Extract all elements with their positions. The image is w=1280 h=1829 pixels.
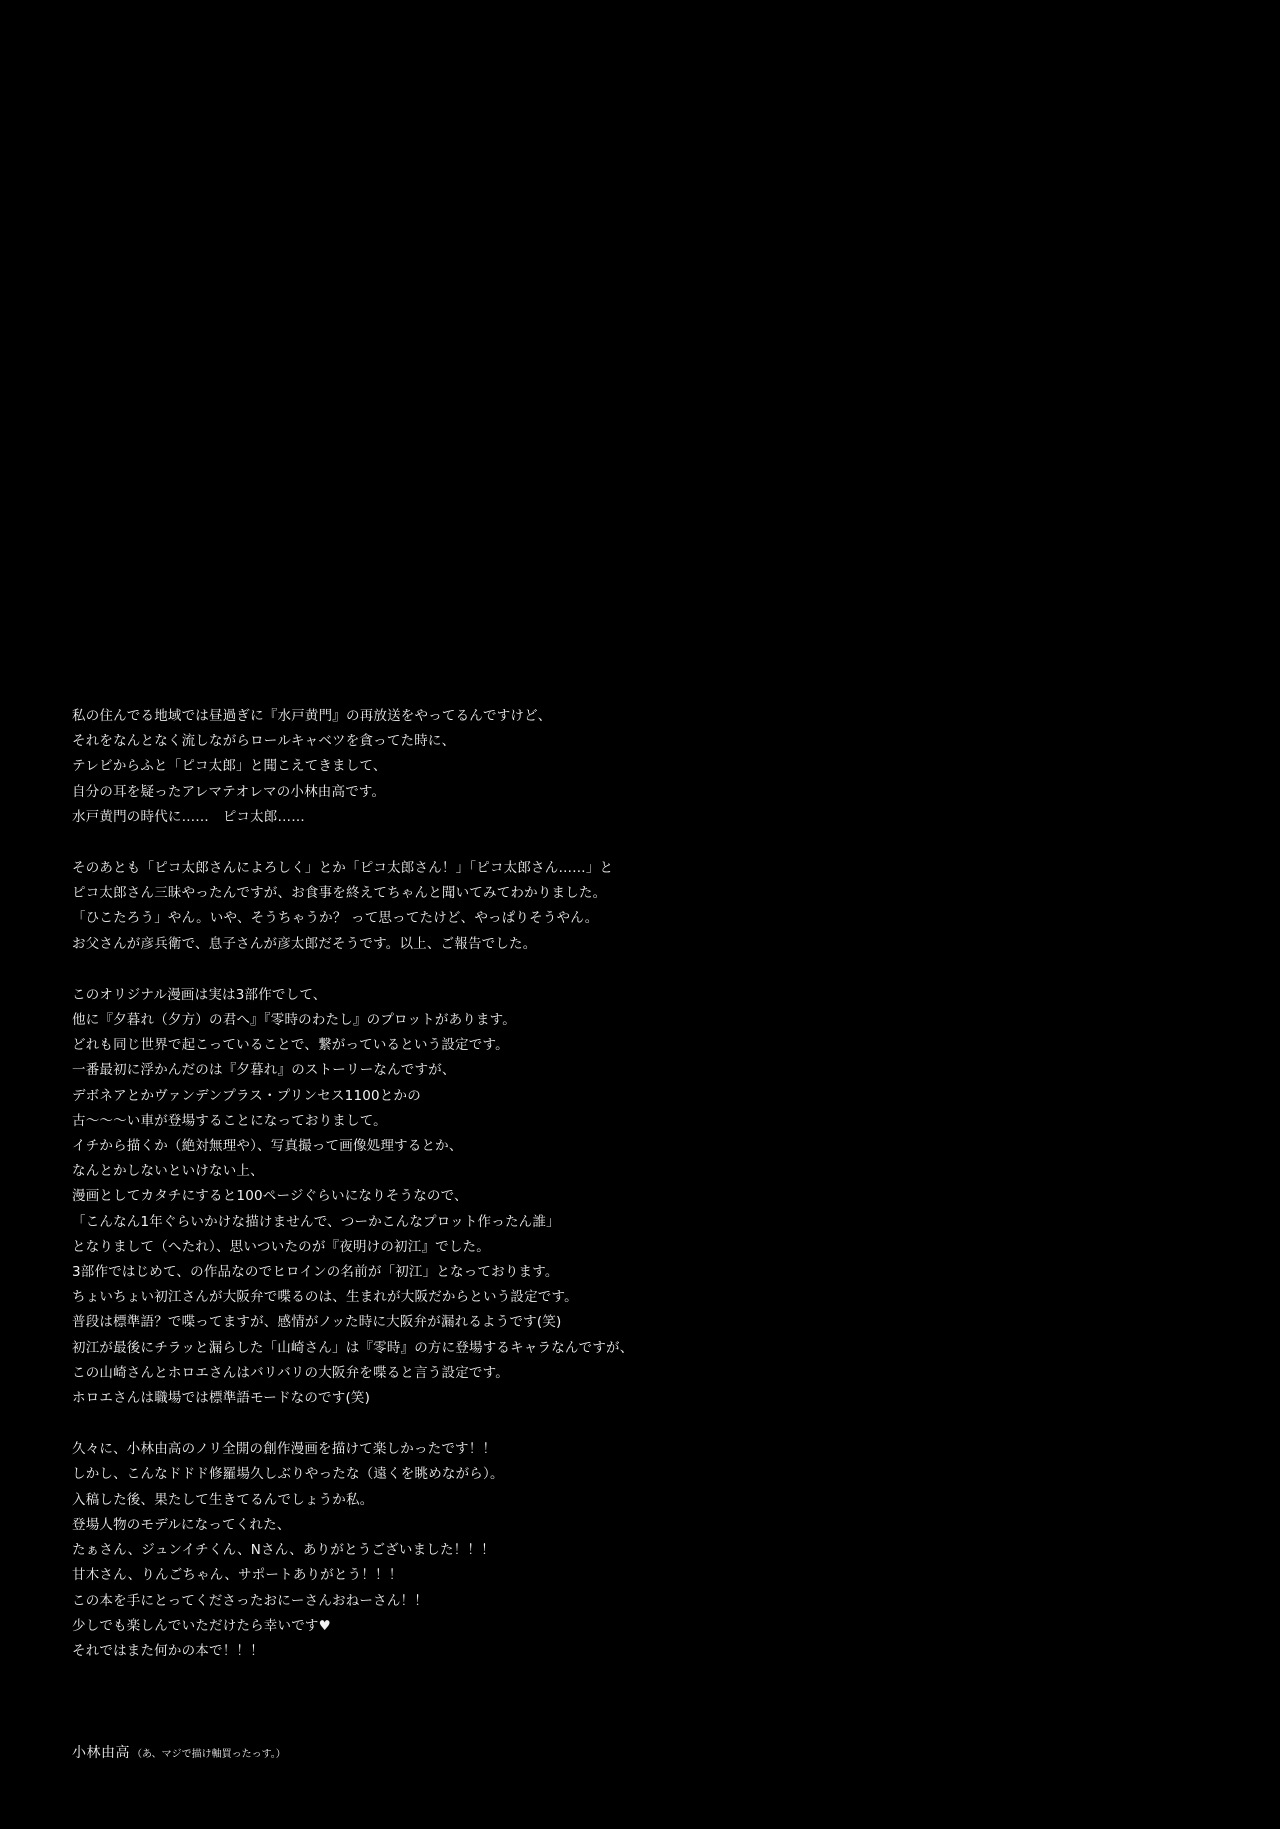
text-line: 「ひこたろう」やん。いや、そうちゃうか？ って思ってたけど、やっぱりそうやん。: [72, 910, 599, 927]
text-line: デボネアとかヴァンデンプラス・プリンセス1100とかの: [72, 1087, 421, 1104]
text-line: 初江が最後にチラッと漏らした「山崎さん」は『零時』の方に登場するキャラなんですが、: [72, 1339, 634, 1356]
text-line: 漫画としてカタチにすると100ページぐらいになりそうなので、: [72, 1188, 468, 1205]
text-line: お父さんが彦兵衛で、息子さんが彦太郎だそうです。以上、ご報告でした。: [72, 935, 537, 952]
text-line: 私の住んでる地域では昼過ぎに『水戸黄門』の再放送をやってるんですけど、: [72, 708, 552, 724]
text-line: ホロエさんは職場では標準語モードなのです(笑): [72, 1390, 371, 1407]
text-line: 水戸黄門の時代に…… ピコ太郎……: [72, 808, 305, 825]
text-line: 古〜〜〜い車が登場することになっておりまして。: [72, 1112, 387, 1129]
author-note: （あ、マジで描け軸買ったっす。）: [132, 1749, 286, 1760]
text-line: となりまして（へたれ）、思いついたのが『夜明けの初江』でした。: [72, 1238, 490, 1255]
text-line: 入稿した後、果たして生きてるんでしょうか私。: [72, 1491, 374, 1508]
author-name: 小林由高: [72, 1745, 130, 1761]
text-line: それをなんとなく流しながらロールキャベツを貪ってた時に、: [72, 733, 456, 750]
text-line: 自分の耳を疑ったアレマテオレマの小林由高です。: [72, 783, 386, 800]
afterword-paragraph: [72, 983, 1212, 1411]
text-line: 3部作ではじめて、の作品なのでヒロインの名前が「初江」となっております。: [72, 1264, 559, 1281]
afterword-text: [72, 704, 1212, 1690]
text-line: 登場人物のモデルになってくれた、: [72, 1516, 291, 1533]
text-line: それではまた何かの本で！！！: [72, 1642, 264, 1659]
text-line: 他に『夕暮れ（夕方）の君へ』『零時のわたし』のプロットがあります。: [72, 1012, 516, 1029]
author-signature: [72, 1742, 286, 1762]
text-line: 一番最初に浮かんだのは『夕暮れ』のストーリーなんですが、: [72, 1062, 456, 1079]
text-line: このオリジナル漫画は実は3部作でして、: [72, 986, 327, 1003]
text-line: どれも同じ世界で起こっていることで、繋がっているという設定です。: [72, 1037, 509, 1054]
text-line: この本を手にとってくださったおにーさんおねーさん！！: [72, 1592, 428, 1609]
text-line: しかし、こんなドドド修羅場久しぶりやったな（遠くを眺めながら）。: [72, 1466, 504, 1483]
text-line: 少しでも楽しんでいただけたら幸いです♥: [72, 1617, 331, 1634]
text-line: テレビからふと「ピコ太郎」と聞こえてきまして、: [72, 758, 387, 775]
text-line: イチから描くか（絶対無理や）、写真撮って画像処理するとか、: [72, 1138, 463, 1155]
text-line: たぁさん、ジュンイチくん、Nさん、ありがとうございました！！！: [72, 1542, 495, 1559]
afterword-paragraph: [72, 1437, 1212, 1664]
text-line: ちょいちょい初江さんが大阪弁で喋るのは、生まれが大阪だからという設定です。: [72, 1289, 578, 1306]
text-line: なんとかしないといけない上、: [72, 1163, 264, 1180]
text-line: 「こんなん1年ぐらいかけな描けませんで、つーかこんなプロット作ったん誰」: [72, 1213, 560, 1230]
text-line: 普段は標準語？で喋ってますが、感情がノッた時に大阪弁が漏れるようです(笑): [72, 1314, 562, 1331]
text-line: 甘木さん、りんごちゃん、サポートありがとう！！！: [72, 1567, 403, 1584]
afterword-paragraph: [72, 856, 1212, 957]
afterword-paragraph: [72, 704, 1212, 830]
text-line: この山崎さんとホロエさんはバリバリの大阪弁を喋ると言う設定です。: [72, 1364, 509, 1381]
text-line: 久々に、小林由高のノリ全開の創作漫画を描けて楽しかったです！！: [72, 1441, 497, 1458]
text-line: そのあとも「ピコ太郎さんによろしく」とか「ピコ太郎さん！」「ピコ太郎さん……」と: [72, 860, 614, 877]
text-line: ピコ太郎さん三昧やったんですが、お食事を終えてちゃんと聞いてみてわかりました。: [72, 885, 607, 902]
